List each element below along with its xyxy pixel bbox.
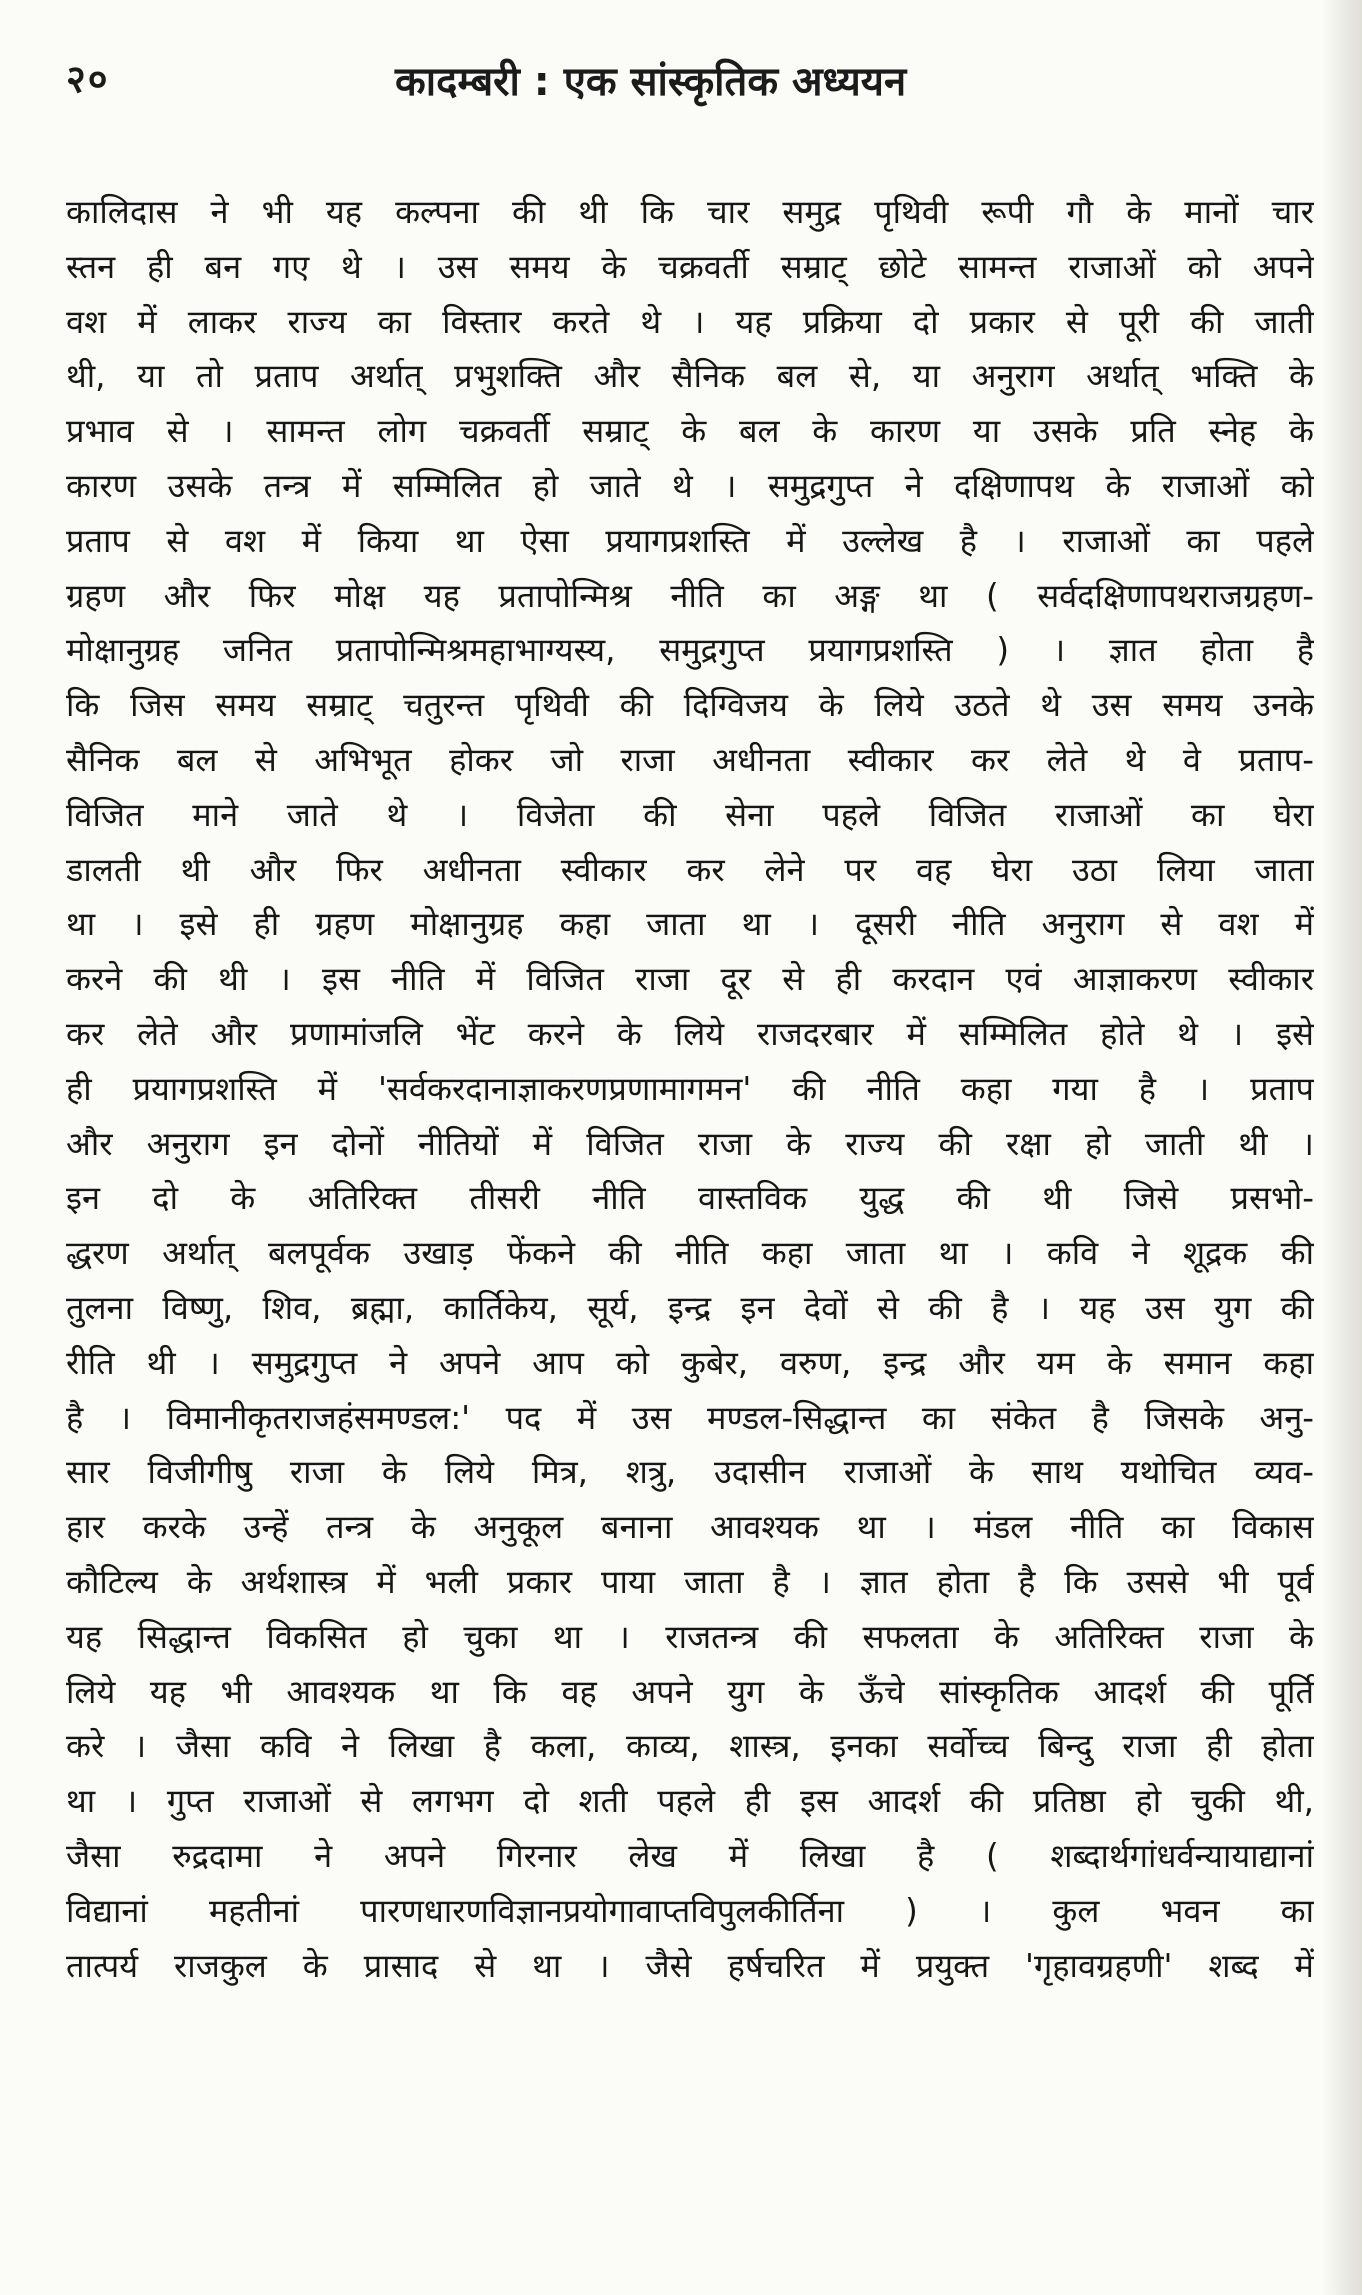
text-line: लिये यह भी आवश्यक था कि वह अपने युग के ऊँचे सांस्कृतिक आदर्श की पूर्ति bbox=[66, 1672, 1314, 1711]
text-line: करने की थी । इस नीति में विजित राजा दूर से ही करदान एवं आज्ञाकरण स्वीकार bbox=[66, 960, 1314, 999]
body-text bbox=[66, 185, 1314, 1993]
text-line: सार विजीगीषु राजा के लिये मित्र, शत्रु, उदासीन राजाओं के साथ यथोचित व्यव- bbox=[66, 1453, 1314, 1492]
text-line: है । विमानीकृतराजहंसमण्डल:' पद में उस मण्डल-सिद्धान्त का संकेत है जिसके अनु- bbox=[66, 1398, 1314, 1437]
scan-edge-shadow bbox=[1322, 0, 1362, 2295]
text-line: रीति थी । समुद्रगुप्त ने अपने आप को कुबेर, वरुण, इन्द्र और यम के समान कहा bbox=[66, 1343, 1314, 1382]
text-line: कौटिल्य के अर्थशास्त्र में भली प्रकार पाया जाता है । ज्ञात होता है कि उससे भी पूर्व bbox=[66, 1562, 1314, 1601]
text-line: यह सिद्धान्त विकसित हो चुका था । राजतन्त्र की सफलता के अतिरिक्त राजा के bbox=[66, 1617, 1314, 1656]
text-line: विजित माने जाते थे । विजेता की सेना पहले विजित राजाओं का घेरा bbox=[66, 795, 1314, 834]
text-line: था । गुप्त राजाओं से लगभग दो शती पहले ही इस आदर्श की प्रतिष्ठा हो चुकी थी, bbox=[66, 1782, 1314, 1821]
text-line: डालती थी और फिर अधीनता स्वीकार कर लेने पर वह घेरा उठा लिया जाता bbox=[66, 850, 1314, 889]
text-line: कालिदास ने भी यह कल्पना की थी कि चार समुद्र पृथिवी रूपी गौ के मानों चार bbox=[66, 193, 1314, 231]
running-title: कादम्बरी : एक सांस्कृतिक अध्ययन bbox=[395, 59, 907, 105]
text-line: इन दो के अतिरिक्त तीसरी नीति वास्तविक युद्ध की थी जिसे प्रसभो- bbox=[66, 1179, 1314, 1218]
text-line: और अनुराग इन दोनों नीतियों में विजित राजा के राज्य की रक्षा हो जाती थी । bbox=[66, 1124, 1314, 1163]
text-line: ही प्रयागप्रशस्ति में 'सर्वकरदानाज्ञाकरणप्रणामागमन' की नीति कहा गया है । प्रताप bbox=[66, 1069, 1314, 1108]
text-line: तात्पर्य राजकुल के प्रासाद से था । जैसे हर्षचरित में प्रयुक्त 'गृहावग्रहणी' शब्द में bbox=[66, 1946, 1314, 1985]
text-line: था । इसे ही ग्रहण मोक्षानुग्रह कहा जाता था । दूसरी नीति अनुराग से वश में bbox=[66, 905, 1314, 944]
text-line: हार करके उन्हें तन्त्र के अनुकूल बनाना आवश्यक था । मंडल नीति का विकास bbox=[66, 1508, 1314, 1547]
text-line: मोक्षानुग्रह जनित प्रतापोन्मिश्रमहाभाग्यस्य, समुद्रगुप्त प्रयागप्रशस्ति ) । ज्ञात होता है bbox=[66, 631, 1314, 670]
text-line: सैनिक बल से अभिभूत होकर जो राजा अधीनता स्वीकार कर लेते थे वे प्रताप- bbox=[66, 740, 1314, 779]
text-line: कारण उसके तन्त्र में सम्मिलित हो जाते थे । समुद्रगुप्त ने दक्षिणापथ के राजाओं को bbox=[66, 466, 1314, 505]
text-line: थी, या तो प्रताप अर्थात् प्रभुशक्ति और सैनिक बल से, या अनुराग अर्थात् भक्ति के bbox=[66, 357, 1314, 396]
text-line: तुलना विष्णु, शिव, ब्रह्मा, कार्तिकेय, सूर्य, इन्द्र इन देवों से की है । यह उस युग की bbox=[66, 1288, 1314, 1327]
text-line: ग्रहण और फिर मोक्ष यह प्रतापोन्मिश्र नीति का अङ्ग था ( सर्वदक्षिणापथराजग्रहण- bbox=[66, 576, 1314, 615]
page-number: २० bbox=[66, 57, 110, 101]
page-header bbox=[0, 52, 1362, 122]
text-line: स्तन ही बन गए थे । उस समय के चक्रवर्ती सम्राट् छोटे सामन्त राजाओं को अपने bbox=[66, 247, 1314, 286]
text-line: वश में लाकर राज्य का विस्तार करते थे । यह प्रक्रिया दो प्रकार से पूरी की जाती bbox=[66, 302, 1314, 341]
text-line: प्रताप से वश में किया था ऐसा प्रयागप्रशस्ति में उल्लेख है । राजाओं का पहले bbox=[66, 521, 1314, 560]
text-line: जैसा रुद्रदामा ने अपने गिरनार लेख में लिखा है ( शब्दार्थगांधर्वन्यायाद्यानां bbox=[66, 1836, 1314, 1875]
text-line: प्रभाव से । सामन्त लोग चक्रवर्ती सम्राट् के बल के कारण या उसके प्रति स्नेह के bbox=[66, 412, 1314, 451]
text-line: कर लेते और प्रणामांजलि भेंट करने के लिये राजदरबार में सम्मिलित होते थे । इसे bbox=[66, 1014, 1314, 1053]
text-line: कि जिस समय सम्राट् चतुरन्त पृथिवी की दिग्विजय के लिये उठते थे उस समय उनके bbox=[66, 686, 1314, 725]
text-line: द्धरण अर्थात् बलपूर्वक उखाड़ फेंकने की नीति कहा जाता था । कवि ने शूद्रक की bbox=[66, 1234, 1314, 1273]
text-line: विद्यानां महतीनां पारणधारणविज्ञानप्रयोगावाप्तविपुलकीर्तिना ) । कुल भवन का bbox=[66, 1891, 1314, 1930]
text-line: करे । जैसा कवि ने लिखा है कला, काव्य, शास्त्र, इनका सर्वोच्च बिन्दु राजा ही होता bbox=[66, 1727, 1314, 1766]
